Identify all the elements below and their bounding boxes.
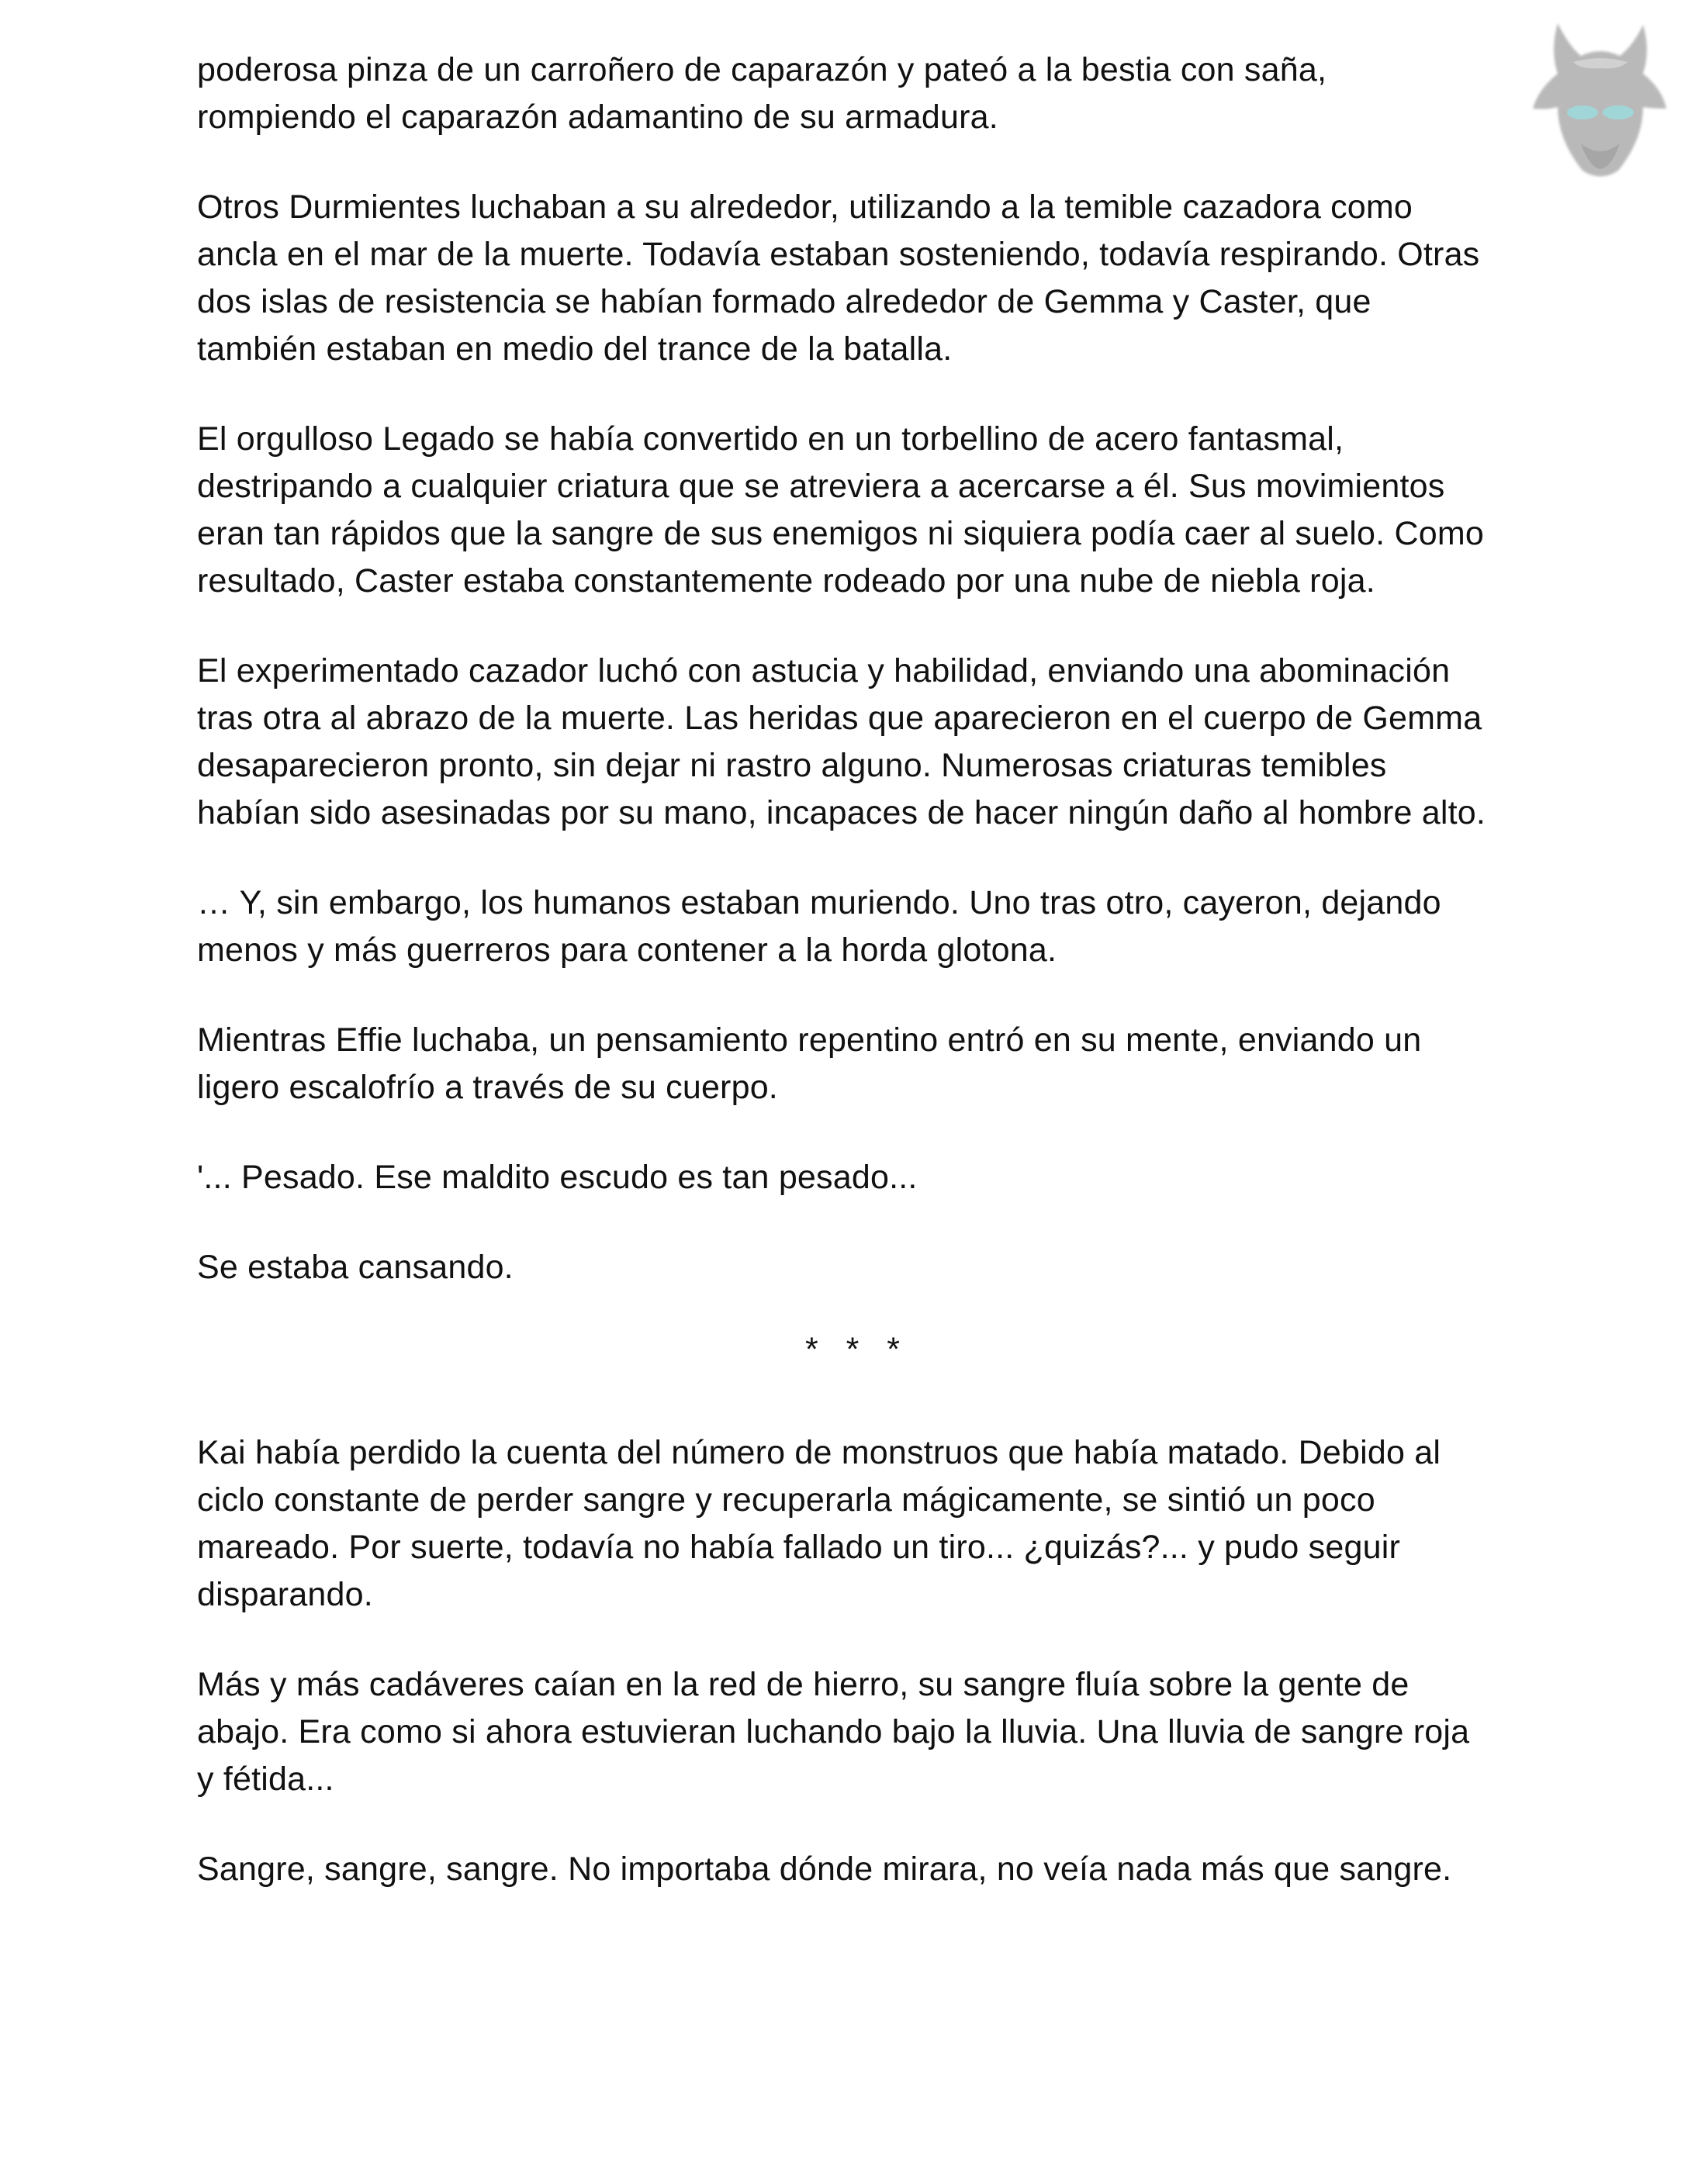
paragraph-7: '... Pesado. Ese maldito escudo es tan pesado... bbox=[197, 1159, 918, 1196]
paragraph-8: Se estaba cansando. bbox=[197, 1249, 514, 1286]
demon-head-logo-icon bbox=[1527, 16, 1674, 186]
paragraph-5: … Y, sin embargo, los humanos estaban muriendo. Uno tras otro, cayeron, dejando menos y más guerreros para contener a la horda glotona. bbox=[197, 884, 1441, 969]
paragraph-1: poderosa pinza de un carroñero de caparazón y pateó a la bestia con saña, rompiendo el caparazón adamantino de su armadura. bbox=[197, 51, 1327, 136]
paragraph-6: Mientras Effie luchaba, un pensamiento repentino entró en su mente, enviando un ligero escalofrío a través de su cuerpo. bbox=[197, 1021, 1422, 1106]
paragraph-3: El orgulloso Legado se había convertido en un torbellino de acero fantasmal, destripando a cualquier criatura que se atreviera a acercarse a él. Sus movimientos eran tan rápidos que la sangre de sus enemigos ni siquiera podía caer al suelo. Como resultado, Caster estaba constantemente rodeado por una nube de niebla roja. bbox=[197, 420, 1484, 600]
paragraph-9: Kai había perdido la cuenta del número de monstruos que había matado. Debido al ciclo constante de perder sangre y recuperarla mágicamente, se sintió un poco mareado. Por suerte, todavía no había fallado un tiro... ¿quizás?... y pudo seguir disparando. bbox=[197, 1434, 1441, 1613]
paragraph-10: Más y más cadáveres caían en la red de hierro, su sangre fluía sobre la gente de abajo. Era como si ahora estuvieran luchando bajo la lluvia. Una lluvia de sangre roja y fétida... bbox=[197, 1666, 1470, 1798]
paragraph-11: Sangre, sangre, sangre. No importaba dónde mirara, no veía nada más que sangre. bbox=[197, 1851, 1452, 1888]
document-body bbox=[197, 47, 1494, 1936]
scene-separator: * * * bbox=[804, 1331, 910, 1368]
paragraph-2: Otros Durmientes luchaban a su alrededor, utilizando a la temible cazadora como ancla en el mar de la muerte. Todavía estaban sosteniendo, todavía respirando. Otras dos islas de resistencia se habían formado alrededor de Gemma y Caster, que también estaban en medio del trance de la batalla. bbox=[197, 188, 1480, 368]
paragraph-4: El experimentado cazador luchó con astucia y habilidad, enviando una abominación tras otra al abrazo de la muerte. Las heridas que aparecieron en el cuerpo de Gemma desaparecieron pronto, sin dejar ni rastro alguno. Numerosas criaturas temibles habían sido asesinadas por su mano, incapaces de hacer ningún daño al hombre alto. bbox=[197, 652, 1486, 831]
